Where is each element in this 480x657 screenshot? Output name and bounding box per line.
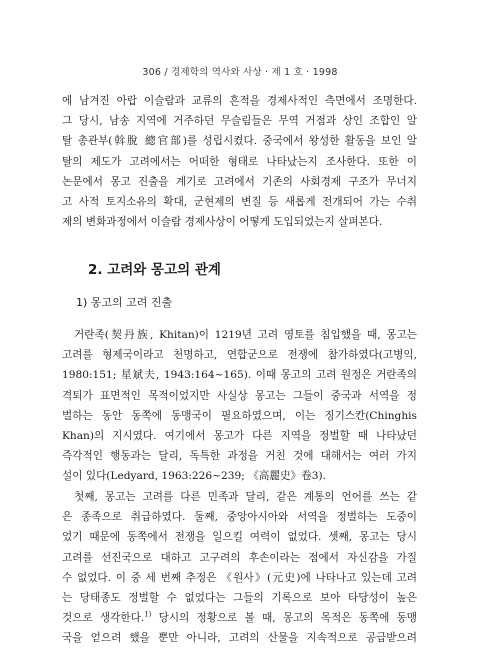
footnote-marker[interactable]: 1) xyxy=(144,610,152,619)
text-line: 첫째, 몽고는 고려를 다른 민족과 달리, 같은 계통의 언어를 쓰는 같 xyxy=(74,491,417,503)
sub-heading: 1) 몽고의 고려 진출 xyxy=(76,296,173,309)
text-line-with-footnote xyxy=(62,608,417,628)
body-paragraph-2 xyxy=(62,487,417,649)
text-line: 탈 총관부(斡脫 總官部)를 성립시켰다. 중국에서 왕성한 활동을 보인 알 xyxy=(62,135,417,148)
text-line: 은 종족으로 취급하였다. 둘째, 중앙아시아와 서역을 정벌하는 도중이 xyxy=(62,511,417,524)
body-paragraph-1 xyxy=(62,325,417,487)
text-line: 에 남겨진 아랍 이슬람과 교류의 흔적을 경제사적인 측면에서 조명한다. xyxy=(62,95,417,107)
text-line: 었기 때문에 동쪽에서 전쟁을 일으킬 여력이 없었다. 셋째, 몽고는 당시 xyxy=(62,531,417,544)
text-line: 고려를 형제국이라고 천명하고, 연합군으로 전쟁에 참가하였다(고병익, xyxy=(62,349,417,362)
text-line: 거란족(契丹族, Khitan)이 1219년 고려 영토를 침입했을 때, 몽고는 xyxy=(74,329,417,341)
text-line: 수 없었다. 이 중 세 번째 추정은 《원사》(元史)에 나타나고 있는데 고려 xyxy=(62,571,417,584)
text-fragment: 것으로 생각한다. xyxy=(62,612,145,625)
text-line: 논문에서 몽고 진출을 계기로 고려에서 기존의 사회경제 구조가 무너지 xyxy=(62,175,417,188)
intro-paragraph xyxy=(62,91,417,232)
text-line: 탈의 제도가 고려에서는 어떠한 형태로 나타났는지 조사한다. 또한 이 xyxy=(62,155,417,168)
text-line: 설이 있다(Ledyard, 1963:226~239; 《高麗史》卷3). xyxy=(62,470,326,483)
text-line: 즉각적인 행동과는 달리, 독특한 과정을 거친 것에 대해서는 여러 가지 xyxy=(62,450,417,463)
text-line: 그 당시, 남송 지역에 거주하던 무슬림들은 무역 거점과 상인 조합인 알 xyxy=(62,115,417,128)
text-line: 1980:151; 星斌夫, 1943:164~165). 이때 몽고의 고려 원정은 거란족의 xyxy=(62,369,417,382)
text-line: 제의 변화과정에서 이슬람 경제사상이 어떻게 도입되었는지 살펴본다. xyxy=(62,216,383,229)
text-line: 고려를 선진국으로 대하고 고구려의 후손이라는 점에서 자신감을 가질 xyxy=(62,551,417,564)
text-fragment: 당시의 정황으로 볼 때, 몽고의 목적은 동쪽에 동맹 xyxy=(151,612,417,625)
text-line: Khan)의 지시였다. 여기에서 몽고가 다른 지역을 정벌할 때 나타났던 xyxy=(62,430,417,443)
running-head: 306 / 경제학의 역사와 사상 · 제 1 호 · 1998 xyxy=(142,67,338,78)
text-line: 는 당태종도 정벌할 수 없었다는 그들의 기록으로 보아 타당성이 높은 xyxy=(62,592,417,605)
section-heading: 2. 고려와 몽고의 관계 xyxy=(88,262,221,278)
text-line: 격퇴가 표면적인 목적이었지만 사실상 몽고는 그들이 중국과 서역을 정 xyxy=(62,389,417,402)
text-line: 국을 얻으려 했을 뿐만 아니라, 고려의 산물을 지속적으로 공급받으려 xyxy=(62,632,417,645)
text-line: 고 사적 토지소유의 확대, 군현제의 변질 등 새롭게 전개되어 가는 수취 xyxy=(62,196,417,209)
text-line: 벌하는 동안 동쪽에 동맹국이 필요하였으며, 이는 징기스칸(Chinghis xyxy=(62,409,417,422)
